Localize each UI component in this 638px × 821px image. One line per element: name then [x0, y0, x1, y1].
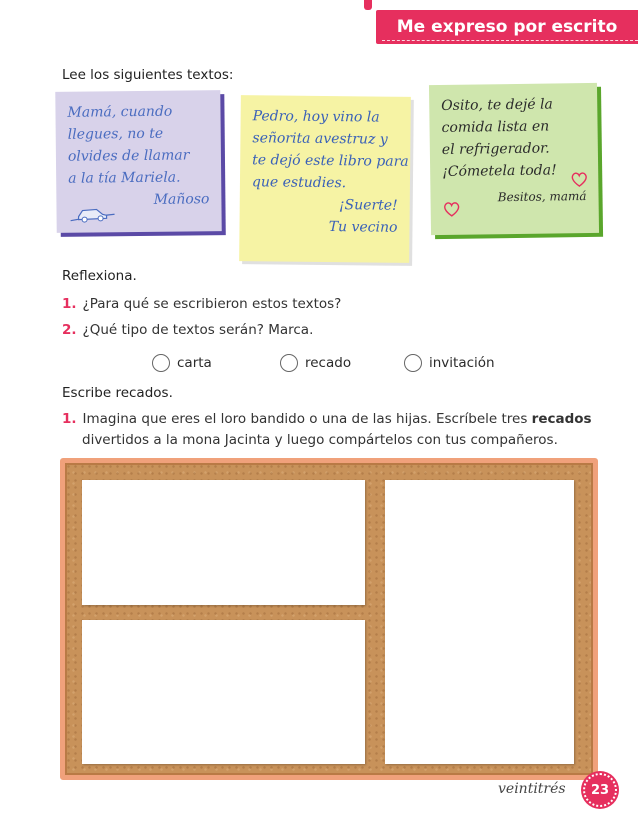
radio-circle[interactable]: [280, 354, 298, 372]
note-line: Osito, te dejé la: [441, 96, 553, 115]
writing-area-3[interactable]: [82, 620, 365, 764]
section-banner-title: Me expreso por escrito: [396, 17, 618, 37]
page-number: 23: [590, 782, 610, 798]
note-line: comida lista en: [441, 118, 550, 137]
option-carta[interactable]: [152, 354, 212, 372]
note-line: el refrigerador.: [441, 140, 550, 159]
note-line: que estudies.: [251, 174, 347, 192]
option-label: recado: [305, 355, 352, 371]
writing-area-2[interactable]: [385, 480, 574, 764]
page-word: veintitrés: [498, 781, 566, 797]
note-line: señorita avestruz y: [252, 130, 388, 148]
page-number-badge: [583, 773, 617, 807]
instruction-bold: recados: [531, 411, 592, 427]
option-label: carta: [177, 355, 212, 371]
radio-circle[interactable]: [404, 354, 422, 372]
note-green: [429, 83, 599, 235]
option-invitacion[interactable]: [404, 354, 495, 372]
heart-icon: [570, 171, 588, 187]
write-instruction-line-2: divertidos a la mona Jacinta y luego compártelos con tus compañeros.: [82, 432, 558, 448]
note-line: llegues, no te: [67, 125, 164, 143]
option-recado[interactable]: [280, 354, 351, 372]
write-title: Escribe recados.: [62, 385, 173, 401]
note-signature: Besitos, mamá: [497, 188, 587, 205]
write-instruction-line-1: [62, 411, 592, 427]
question-number: 2.: [62, 322, 77, 338]
instruction-number: 1.: [62, 411, 77, 427]
corkboard: [60, 458, 598, 780]
note-purple: [55, 90, 221, 233]
note-line: Mamá, cuando: [67, 103, 173, 121]
option-label: invitación: [429, 355, 495, 371]
note-line: olvides de llamar: [67, 147, 190, 165]
note-line: te dejó este libro para: [252, 152, 409, 170]
instruction-text: Imagina que eres el loro bandido o una de las hijas. Escríbele tres: [82, 411, 532, 427]
reflect-title: Reflexiona.: [62, 268, 137, 284]
note-line: Pedro, hoy vino la: [252, 108, 380, 126]
heart-icon: [443, 201, 461, 217]
note-line: ¡Cómetela toda!: [442, 162, 557, 181]
question-text: ¿Para qué se escribieron estos textos?: [82, 296, 342, 312]
note-closing: ¡Suerte!: [338, 197, 398, 214]
question-number: 1.: [62, 296, 77, 312]
question-1: [62, 296, 341, 312]
section-banner: [376, 10, 638, 44]
intro-title: Lee los siguientes textos:: [62, 67, 234, 83]
car-icon: [68, 202, 116, 225]
question-2: [62, 322, 313, 338]
header-tab: [364, 0, 372, 10]
note-signature: Tu vecino: [328, 219, 398, 236]
question-text: ¿Qué tipo de textos serán? Marca.: [82, 322, 314, 338]
note-line: a la tía Mariela.: [68, 169, 181, 187]
radio-circle[interactable]: [152, 354, 170, 372]
note-yellow: [239, 95, 411, 263]
text-type-options: [0, 354, 638, 374]
note-signature: Mañoso: [153, 191, 210, 208]
writing-area-1[interactable]: [82, 480, 365, 605]
